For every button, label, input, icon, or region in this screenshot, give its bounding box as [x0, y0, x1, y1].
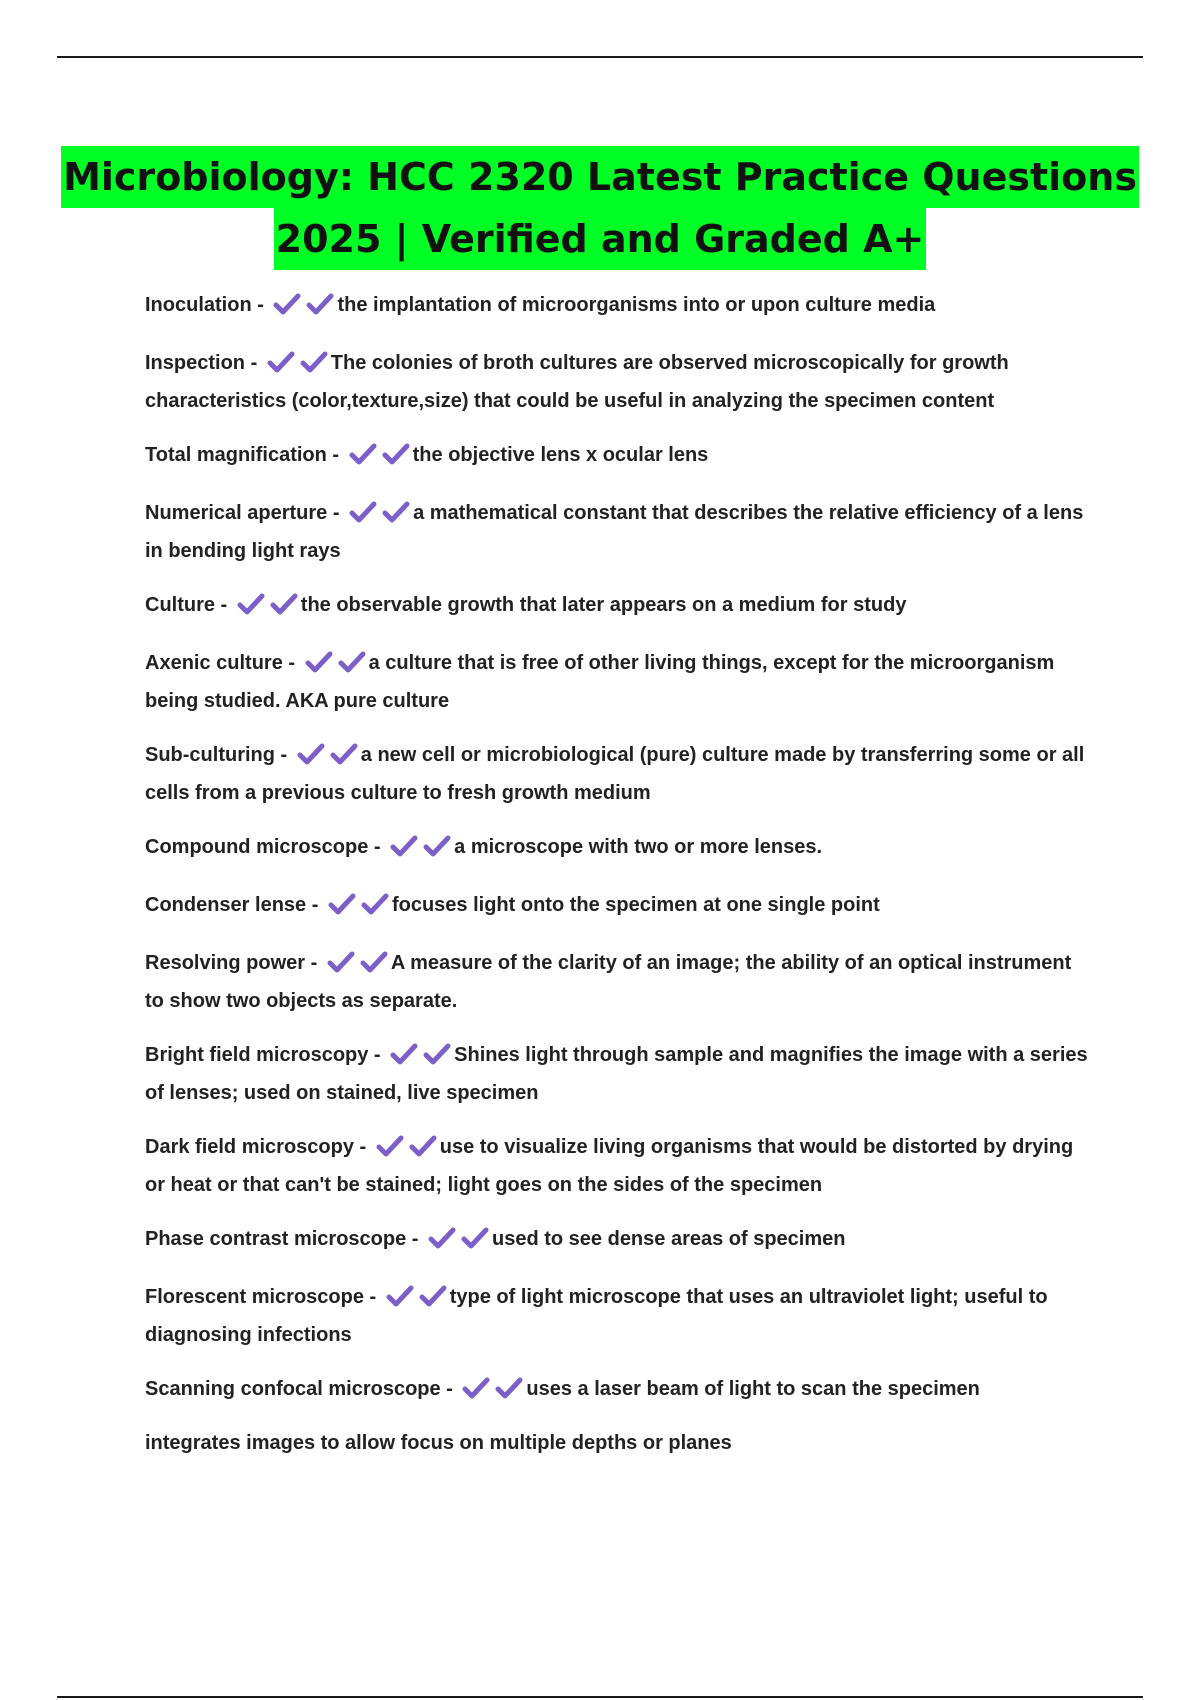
checkmark-icon	[267, 351, 295, 373]
qa-term: Numerical aperture	[145, 502, 328, 524]
double-check-icons	[349, 442, 411, 476]
qa-separator: -	[327, 502, 346, 524]
checkmark-icon	[330, 743, 358, 765]
qa-item	[145, 1130, 1090, 1202]
qa-term: Bright field microscopy	[145, 1044, 369, 1066]
qa-separator: -	[215, 594, 233, 616]
qa-term: Culture	[145, 594, 215, 616]
checkmark-icon	[270, 593, 298, 615]
qa-definition: a new cell or microbiological (pure) culture made by transferring some or all cells from a previous culture to fresh growth medium	[145, 744, 1085, 804]
qa-term: Dark field microscopy	[145, 1136, 354, 1158]
qa-separator: -	[363, 1286, 382, 1308]
checkmark-icon	[409, 1135, 437, 1157]
qa-definition: A measure of the clarity of an image; the ability of an optical instrument to show two objects as separate.	[145, 952, 1072, 1012]
qa-definition: used to see dense areas of specimen	[492, 1228, 846, 1250]
qa-definition: the implantation of microorganisms into or upon culture media	[337, 294, 936, 316]
qa-item	[145, 1038, 1090, 1110]
double-check-icons	[428, 1226, 490, 1260]
checkmark-icon	[390, 835, 418, 857]
qa-item	[145, 738, 1090, 810]
qa-term: Axenic culture	[145, 652, 283, 674]
qa-term: Resolving power	[145, 952, 306, 974]
double-check-icons	[390, 1042, 452, 1076]
checkmark-icon	[306, 293, 334, 315]
checkmark-icon	[327, 951, 355, 973]
qa-definition: a culture that is free of other living things, except for the microorganism being studied. AKA pure culture	[145, 652, 1055, 712]
checkmark-icon	[386, 1285, 414, 1307]
qa-item	[145, 830, 1090, 868]
bottom-rule	[57, 1696, 1143, 1698]
qa-term: Inoculation	[145, 294, 252, 316]
checkmark-icon	[273, 293, 301, 315]
document-title	[0, 146, 1200, 270]
double-check-icons	[327, 950, 389, 984]
qa-separator: -	[305, 952, 323, 974]
qa-separator: -	[368, 1044, 387, 1066]
double-check-icons	[273, 292, 335, 326]
checkmark-icon	[423, 835, 451, 857]
qa-list	[145, 288, 1090, 1460]
qa-definition: the observable growth that later appears on a medium for study	[300, 594, 907, 616]
qa-item	[145, 646, 1090, 718]
title-line-2: 2025 | Verified and Graded A+	[274, 208, 927, 270]
title-line-1: Microbiology: HCC 2320 Latest Practice Questions	[61, 146, 1139, 208]
qa-definition: a mathematical constant that describes the relative efficiency of a lens in bending light rays	[145, 502, 1084, 562]
qa-separator: -	[353, 1136, 372, 1158]
qa-definition: type of light microscope that uses an ultraviolet light; useful to diagnosing infections	[145, 1286, 1048, 1346]
checkmark-icon	[361, 893, 389, 915]
qa-separator: -	[306, 894, 324, 916]
qa-item	[145, 888, 1090, 926]
checkmark-icon	[338, 651, 366, 673]
qa-separator: -	[282, 652, 301, 674]
qa-term: Scanning confocal microscope	[145, 1378, 441, 1400]
qa-item	[145, 288, 1090, 326]
top-rule	[57, 56, 1143, 58]
qa-term: Phase contrast microscope	[145, 1228, 407, 1250]
qa-item	[145, 588, 1090, 626]
checkmark-icon	[390, 1043, 418, 1065]
double-check-icons	[376, 1134, 438, 1168]
qa-term: Condenser lense	[145, 894, 307, 916]
trailing-text: integrates images to allow focus on multiple depths or planes	[145, 1432, 732, 1454]
qa-term: Sub-culturing	[145, 744, 275, 766]
qa-item	[145, 1372, 1090, 1410]
checkmark-icon	[237, 593, 265, 615]
qa-item	[145, 946, 1090, 1018]
double-check-icons	[328, 892, 390, 926]
double-check-icons	[305, 650, 367, 684]
double-check-icons	[386, 1284, 448, 1318]
checkmark-icon	[495, 1377, 523, 1399]
qa-term: Compound microscope	[145, 836, 369, 858]
checkmark-icon	[328, 893, 356, 915]
qa-item	[145, 1280, 1090, 1352]
qa-separator: -	[274, 744, 293, 766]
qa-definition: focuses light onto the specimen at one single point	[391, 894, 880, 916]
qa-separator: -	[440, 1378, 459, 1400]
checkmark-icon	[300, 351, 328, 373]
checkmark-icon	[461, 1227, 489, 1249]
qa-definition: a microscope with two or more lenses.	[454, 836, 823, 858]
checkmark-icon	[382, 443, 410, 465]
qa-definition: uses a laser beam of light to scan the specimen	[526, 1378, 980, 1400]
checkmark-icon	[297, 743, 325, 765]
checkmark-icon	[349, 443, 377, 465]
qa-item	[145, 346, 1090, 418]
qa-item	[145, 496, 1090, 568]
double-check-icons	[390, 834, 452, 868]
checkmark-icon	[376, 1135, 404, 1157]
double-check-icons	[267, 350, 329, 384]
qa-definition: the objective lens x ocular lens	[412, 444, 709, 466]
qa-separator: -	[368, 836, 387, 858]
double-check-icons	[237, 592, 299, 626]
qa-item	[145, 438, 1090, 476]
qa-separator: -	[251, 294, 270, 316]
checkmark-icon	[419, 1285, 447, 1307]
qa-definition: use to visualize living organisms that would be distorted by drying or heat or that can't be stained; light goes on the sides of the specimen	[145, 1136, 1074, 1196]
qa-definition: Shines light through sample and magnifies the image with a series of lenses; used on stained, live specimen	[145, 1044, 1088, 1104]
double-check-icons	[297, 742, 359, 776]
qa-separator: -	[326, 444, 345, 466]
qa-term: Inspection	[145, 352, 246, 374]
qa-separator: -	[406, 1228, 424, 1250]
checkmark-icon	[349, 501, 377, 523]
qa-item	[145, 1222, 1090, 1260]
checkmark-icon	[428, 1227, 456, 1249]
qa-separator: -	[245, 352, 263, 374]
double-check-icons	[349, 500, 411, 534]
qa-term: Total magnification	[145, 444, 327, 466]
checkmark-icon	[305, 651, 333, 673]
double-check-icons	[462, 1376, 524, 1410]
checkmark-icon	[360, 951, 388, 973]
qa-definition: The colonies of broth cultures are observed microscopically for growth characteristics (color,texture,size) that could be useful in analyzing the specimen content	[145, 352, 1009, 412]
checkmark-icon	[382, 501, 410, 523]
qa-term: Florescent microscope	[145, 1286, 364, 1308]
checkmark-icon	[462, 1377, 490, 1399]
checkmark-icon	[423, 1043, 451, 1065]
